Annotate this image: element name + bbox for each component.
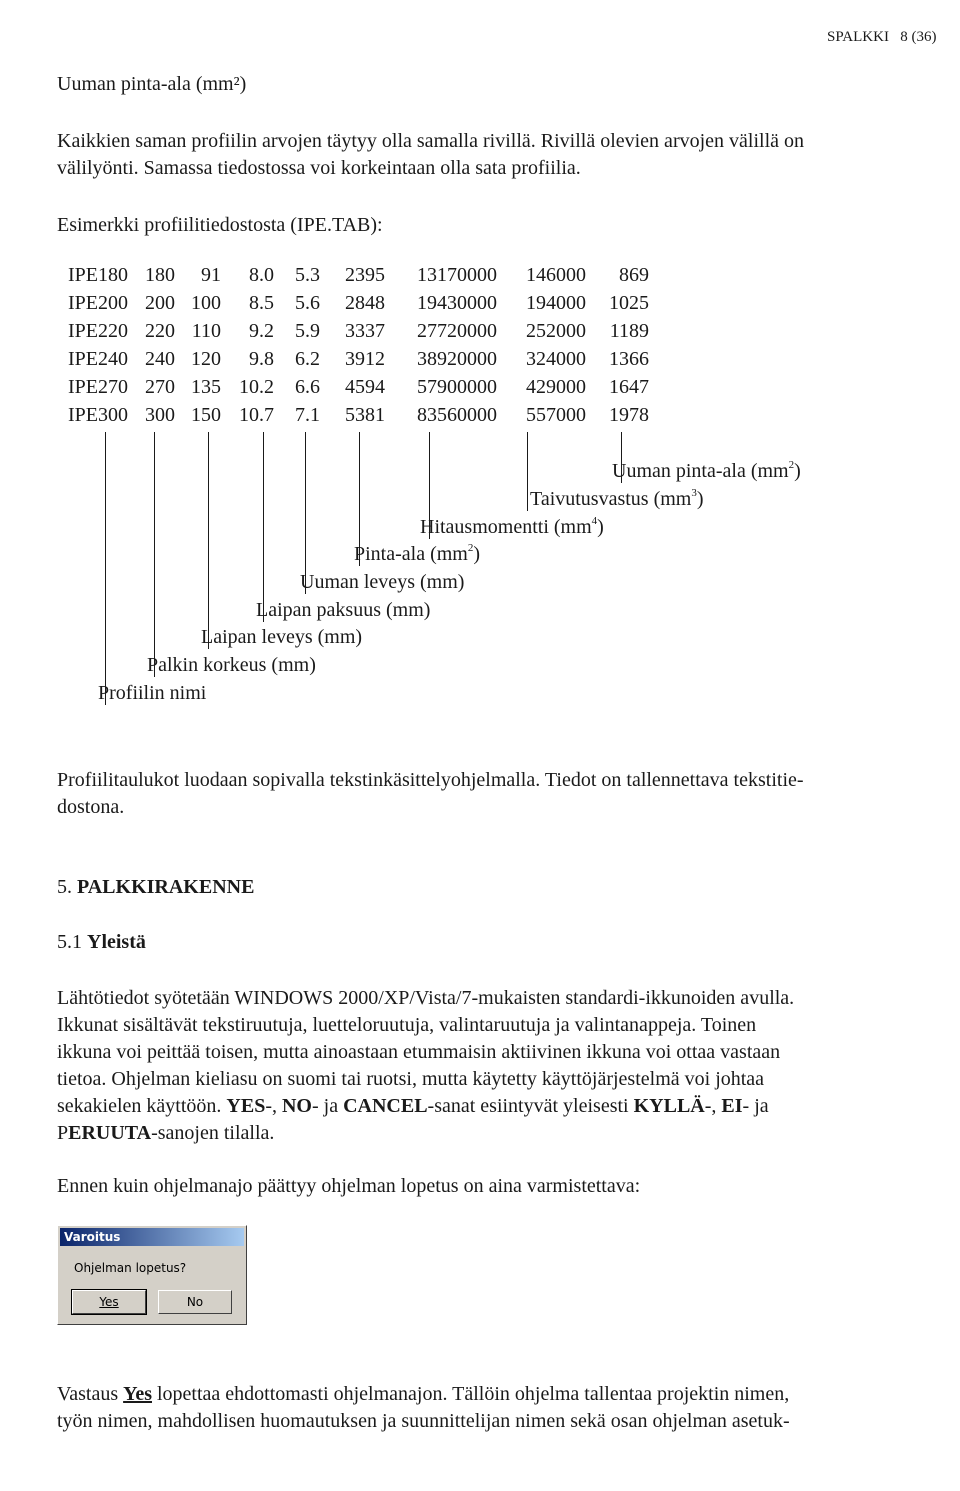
closing-line-2: työn nimen, mahdollisen huomautuksen ja suunnittelijan nimen sekä osan ohjelman asetuk- [57, 1410, 790, 1432]
table-cell: 9.2 [249, 320, 274, 342]
table-cell: 10.2 [239, 376, 274, 398]
profile-name-cell: IPE180 [68, 264, 128, 286]
table-cell: 83560000 [417, 404, 497, 426]
profile-name-cell: IPE270 [68, 376, 128, 398]
table-cell: 10.7 [239, 404, 274, 426]
table-cell: 194000 [526, 292, 586, 314]
rule-text-line-1: Kaikkien saman profiilin arvojen täytyy olla samalla rivillä. Rivillä olevien arvojen välillä on [57, 130, 805, 152]
general-line-4: tietoa. Ohjelman kieliasu on suomi tai ruotsi, mutta käytetty käyttöjärjestelmä voi johtaa [57, 1068, 765, 1090]
table-cell: 9.8 [249, 348, 274, 370]
page-header [827, 29, 936, 46]
legend-leader-line [263, 432, 264, 622]
table-cell: 1189 [609, 320, 649, 342]
table-cell: 7.1 [295, 404, 320, 426]
table-cell: 27720000 [417, 320, 497, 342]
after-table-line-1: Profiilitaulukot luodaan sopivalla tekstinkäsittelyohjelmalla. Tiedot on tallennettava tekstitie- [57, 769, 804, 791]
table-cell: 6.2 [295, 348, 320, 370]
table-cell: 252000 [526, 320, 586, 342]
table-cell: 3337 [345, 320, 385, 342]
general-line-2: Ikkunat sisältävät tekstiruutuja, luetteloruutuja, valintaruutuja ja valintanappeja. Toinen [57, 1014, 757, 1036]
yes-button[interactable]: Yes [72, 1290, 146, 1314]
section-title-web-area: Uuman pinta-ala (mm²) [57, 73, 247, 95]
table-cell: 5.9 [295, 320, 320, 342]
page-number: 8 (36) [900, 29, 937, 45]
profile-name-cell: IPE300 [68, 404, 128, 426]
table-cell: 100 [191, 292, 221, 314]
table-cell: 270 [145, 376, 175, 398]
table-cell: 300 [145, 404, 175, 426]
table-cell: 429000 [526, 376, 586, 398]
table-cell: 57900000 [417, 376, 497, 398]
table-cell: 1978 [609, 404, 649, 426]
legend-label: Uuman leveys (mm) [300, 571, 465, 593]
confirm-exit-dialog [57, 1225, 247, 1325]
legend-label: Hitausmomentti $(mm^4)$ [420, 515, 604, 538]
table-cell: 180 [145, 264, 175, 286]
profile-name-cell: IPE200 [68, 292, 128, 314]
profile-name-cell: IPE220 [68, 320, 128, 342]
general-line-3: ikkuna voi peittää toisen, mutta ainoastaan etummaisin aktiivinen ikkuna voi ottaa vastaan [57, 1041, 781, 1063]
table-cell: 4594 [345, 376, 385, 398]
example-label: Esimerkki profiilitiedostosta (IPE.TAB): [57, 214, 383, 236]
table-cell: 8.0 [249, 264, 274, 286]
table-cell: 3912 [345, 348, 385, 370]
legend-label: Laipan paksuus (mm) [256, 599, 431, 621]
subsection-heading: 5.1 Yleistä [57, 931, 146, 953]
legend-label: Pinta-ala $(mm^2)$ [354, 542, 481, 565]
legend-leader-line [154, 432, 155, 677]
section-heading: 5. PALKKIRAKENNE [57, 876, 255, 898]
general-line-5: sekakielen käyttöön. YES-, NO- ja CANCEL-sanat esiintyvät yleisesti KYLLÄ-, EI- ja [57, 1095, 769, 1117]
table-cell: 869 [619, 264, 649, 286]
table-cell: 150 [191, 404, 221, 426]
table-cell: 2395 [345, 264, 385, 286]
legend-leader-line [208, 432, 209, 649]
table-cell: 110 [191, 320, 221, 342]
legend-leader-line [527, 432, 528, 511]
table-cell: 120 [191, 348, 221, 370]
table-cell: 557000 [526, 404, 586, 426]
no-button[interactable]: No [158, 1290, 232, 1314]
legend-label: Laipan leveys (mm) [201, 626, 363, 648]
table-cell: 5.3 [295, 264, 320, 286]
table-cell: 146000 [526, 264, 586, 286]
document-name: SPALKKI [827, 29, 889, 45]
table-cell: 8.5 [249, 292, 274, 314]
table-cell: 6.6 [295, 376, 320, 398]
table-cell: 5381 [345, 404, 385, 426]
table-cell: 200 [145, 292, 175, 314]
table-cell: 220 [145, 320, 175, 342]
table-cell: 240 [145, 348, 175, 370]
table-cell: 38920000 [417, 348, 497, 370]
legend-label: Profiilin nimi [98, 682, 207, 704]
before-exit-text: Ennen kuin ohjelmanajo päättyy ohjelman lopetus on aina varmistettava: [57, 1175, 641, 1197]
profile-name-cell: IPE240 [68, 348, 128, 370]
table-cell: 1647 [609, 376, 649, 398]
legend-label: Palkin korkeus (mm) [147, 654, 316, 676]
dialog-title: Varoitus [60, 1228, 244, 1246]
dialog-message: Ohjelman lopetus? [74, 1261, 187, 1275]
legend-leader-line [105, 432, 106, 705]
table-cell: 13170000 [417, 264, 497, 286]
table-cell: 19430000 [417, 292, 497, 314]
table-cell: 1366 [609, 348, 649, 370]
table-cell: 324000 [526, 348, 586, 370]
general-line-6: PERUUTA-sanojen tilalla. [57, 1122, 275, 1144]
legend-label: Taivutusvastus $(mm^3)$ [530, 487, 704, 510]
table-cell: 135 [191, 376, 221, 398]
table-cell: 91 [201, 264, 221, 286]
after-table-line-2: dostona. [57, 796, 125, 818]
closing-line-1: Vastaus Yes lopettaa ehdottomasti ohjelmanajon. Tällöin ohjelma tallentaa projektin nimen, [57, 1383, 790, 1405]
legend-leader-line [305, 432, 306, 594]
table-cell: 5.6 [295, 292, 320, 314]
general-line-1: Lähtötiedot syötetään WINDOWS 2000/XP/Vista/7-mukaisten standardi-ikkunoiden avulla. [57, 987, 795, 1009]
table-cell: 1025 [609, 292, 649, 314]
rule-text-line-2: välilyönti. Samassa tiedostossa voi korkeintaan olla sata profiilia. [57, 157, 581, 179]
table-cell: 2848 [345, 292, 385, 314]
legend-label: Uuman pinta-ala $(mm^2)$ [612, 459, 801, 482]
